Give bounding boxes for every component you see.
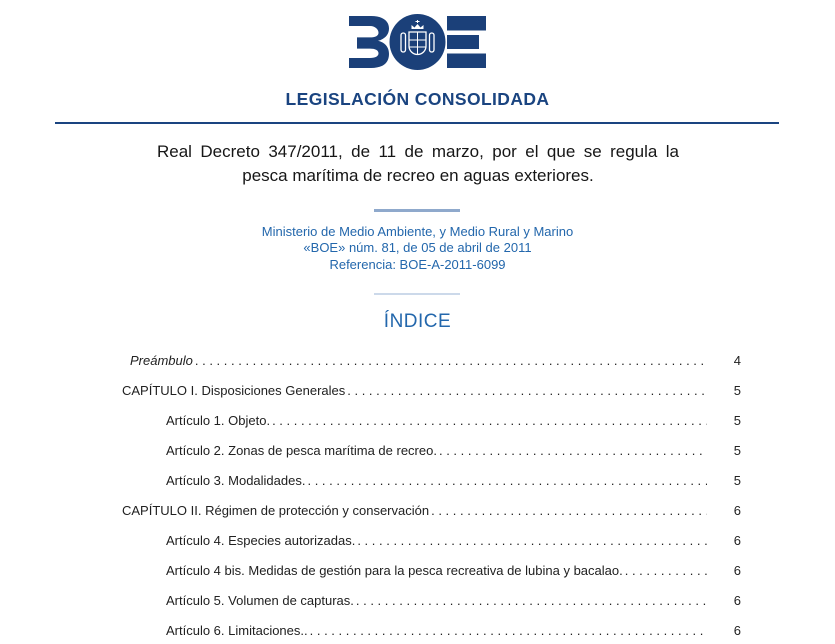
toc-leader-dots xyxy=(307,473,707,488)
toc-page-number: 6 xyxy=(733,533,741,548)
toc-entry-label: Artículo 1. Objeto. xyxy=(166,413,271,428)
toc-row-articulo-4bis[interactable] xyxy=(122,554,741,584)
toc-entry-label: Artículo 4 bis. Medidas de gestión para la pesca recreativa de lubina y bacalao. xyxy=(166,563,623,578)
toc-leader-dots xyxy=(356,593,707,608)
publication-meta xyxy=(0,224,835,273)
reference-line: Referencia: BOE-A-2011-6099 xyxy=(329,256,506,272)
toc-entry-label: Artículo 3. Modalidades. xyxy=(166,473,306,488)
boe-number-line: «BOE» núm. 81, de 05 de abril de 2011 xyxy=(303,240,532,256)
toc-page-number: 6 xyxy=(733,503,741,518)
toc-page-number: 6 xyxy=(733,623,741,638)
toc-leader-dots xyxy=(195,353,707,368)
toc-page-number: 5 xyxy=(733,413,741,428)
table-of-contents xyxy=(122,344,741,644)
toc-page-number: 4 xyxy=(733,353,741,368)
toc-entry-label: Artículo 5. Volumen de capturas. xyxy=(166,593,354,608)
boe-logo-icon xyxy=(349,12,486,72)
ministry-line: Ministerio de Medio Ambiente, y Medio Rural y Marino xyxy=(261,224,574,239)
toc-leader-dots xyxy=(347,383,707,398)
toc-row-articulo-5[interactable] xyxy=(122,584,741,614)
section-divider-bottom xyxy=(374,293,460,295)
toc-row-articulo-2[interactable] xyxy=(122,434,741,464)
toc-row-preambulo[interactable] xyxy=(122,344,741,374)
toc-leader-dots xyxy=(431,503,707,518)
toc-entry-label: Artículo 4. Especies autorizadas. xyxy=(166,533,356,548)
toc-entry-label: CAPÍTULO I. Disposiciones Generales xyxy=(122,383,346,398)
collection-subtitle: LEGISLACIÓN CONSOLIDADA xyxy=(285,89,550,109)
toc-entry-label: CAPÍTULO II. Régimen de protección y conservación xyxy=(122,503,430,518)
toc-page-number: 5 xyxy=(733,473,741,488)
section-divider-top xyxy=(374,209,460,212)
document-title: Real Decreto 347/2011, de 11 de marzo, por el que se regula la pesca marítima de recreo en aguas exteriores. xyxy=(157,142,679,185)
boe-logo xyxy=(349,12,486,72)
toc-entry-label: Preámbulo xyxy=(130,353,193,368)
toc-heading: ÍNDICE xyxy=(383,311,452,332)
toc-row-articulo-6[interactable] xyxy=(122,614,741,644)
toc-page-number: 6 xyxy=(733,563,741,578)
toc-row-capitulo-1[interactable] xyxy=(122,374,741,404)
toc-row-articulo-1[interactable] xyxy=(122,404,741,434)
toc-leader-dots xyxy=(439,443,707,458)
toc-leader-dots xyxy=(310,623,707,638)
toc-page-number: 6 xyxy=(733,593,741,608)
toc-leader-dots xyxy=(272,413,707,428)
toc-entry-label: Artículo 2. Zonas de pesca marítima de recreo. xyxy=(166,443,437,458)
toc-page-number: 5 xyxy=(733,443,741,458)
header-divider xyxy=(55,122,779,124)
toc-entry-label: Artículo 6. Limitaciones.. xyxy=(166,623,308,638)
toc-row-capitulo-2[interactable] xyxy=(122,494,741,524)
toc-leader-dots xyxy=(357,533,707,548)
toc-row-articulo-4[interactable] xyxy=(122,524,741,554)
toc-leader-dots xyxy=(625,563,707,578)
toc-row-articulo-3[interactable] xyxy=(122,464,741,494)
toc-page-number: 5 xyxy=(733,383,741,398)
